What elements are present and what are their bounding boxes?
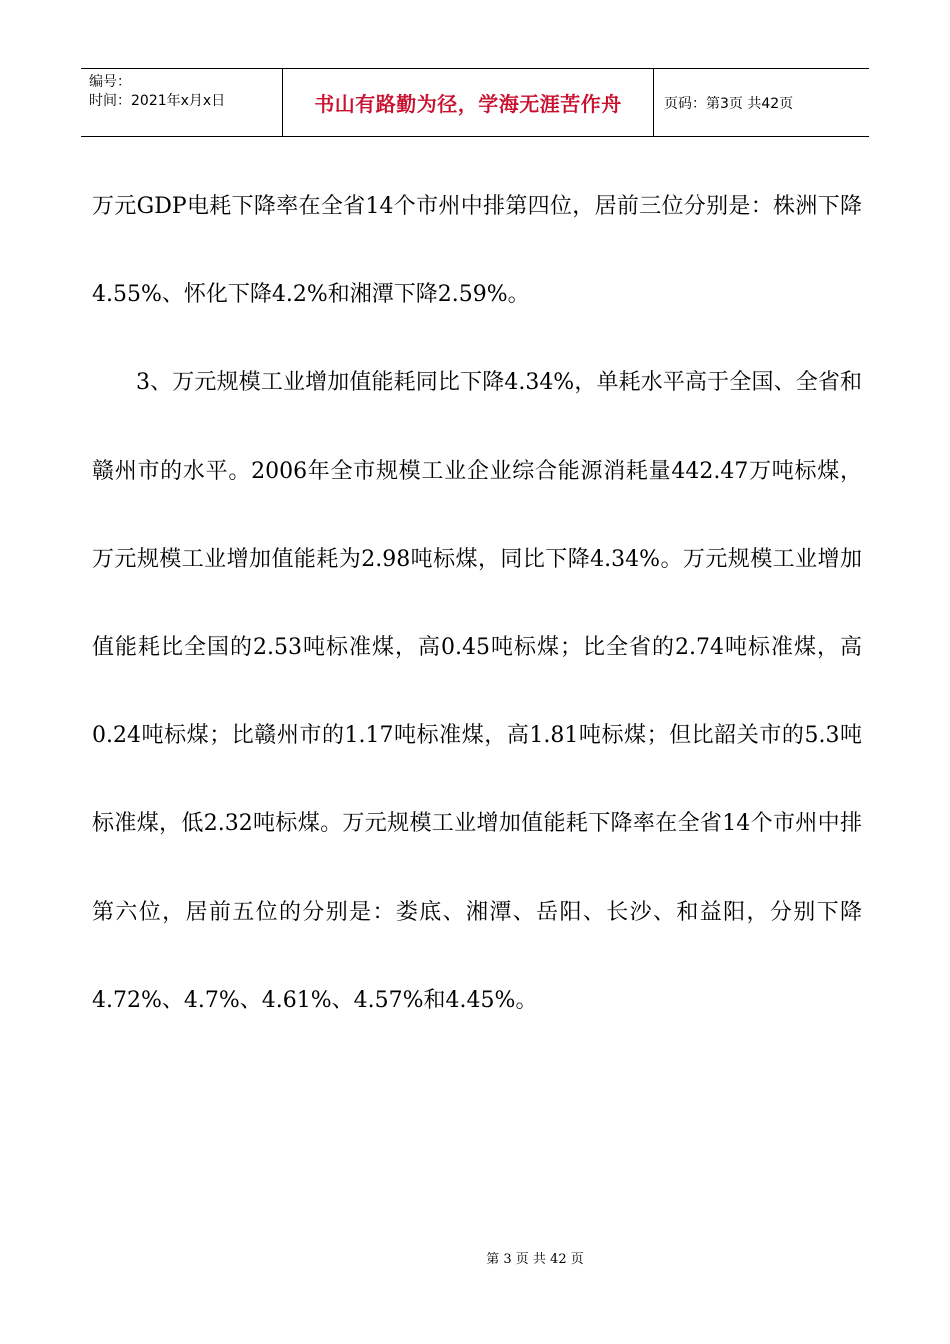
page-header bbox=[81, 68, 869, 137]
body-paragraph: 万元GDP电耗下降率在全省14个市州中排第四位，居前三位分别是：株洲下降4.55%、怀化下降4.2%和湘潭下降2.59%。 bbox=[92, 194, 862, 308]
body-paragraph: 3、万元规模工业增加值能耗同比下降4.34%，单耗水平高于全国、全省和赣州市的水平。2006年全市规模工业企业综合能源消耗量442.47万吨标煤，万元规模工业增加值能耗为2.98吨标煤，同比下降4.34%。万元规模工业增加值能耗比全国的2.53吨标准煤，高0.45吨标煤；比全省的2.74吨标准煤，高0.24吨标煤；比赣州市的1.17吨标准煤，高1.81吨标煤；但比韶关市的5.3吨标准煤，低2.32吨标煤。万元规模工业增加值能耗下降率在全省14个市州中排第六位，居前五位的分别是：娄底、湘潭、岳阳、长沙、和益阳，分别下降4.72%、4.7%、4.61%、4.57%和4.45%。 bbox=[92, 370, 862, 1013]
document-number-label: 编号： bbox=[89, 74, 131, 90]
header-page-info: 页码：第3页 共42页 bbox=[664, 95, 794, 112]
header-meta bbox=[81, 69, 283, 136]
document-time-label: 时间：2021年x月x日 bbox=[89, 93, 226, 109]
header-motto: 书山有路勤为径，学海无涯苦作舟 bbox=[283, 69, 654, 136]
page-footer: 第 3 页 共 42 页 bbox=[486, 1252, 584, 1267]
document-body bbox=[92, 163, 862, 1045]
